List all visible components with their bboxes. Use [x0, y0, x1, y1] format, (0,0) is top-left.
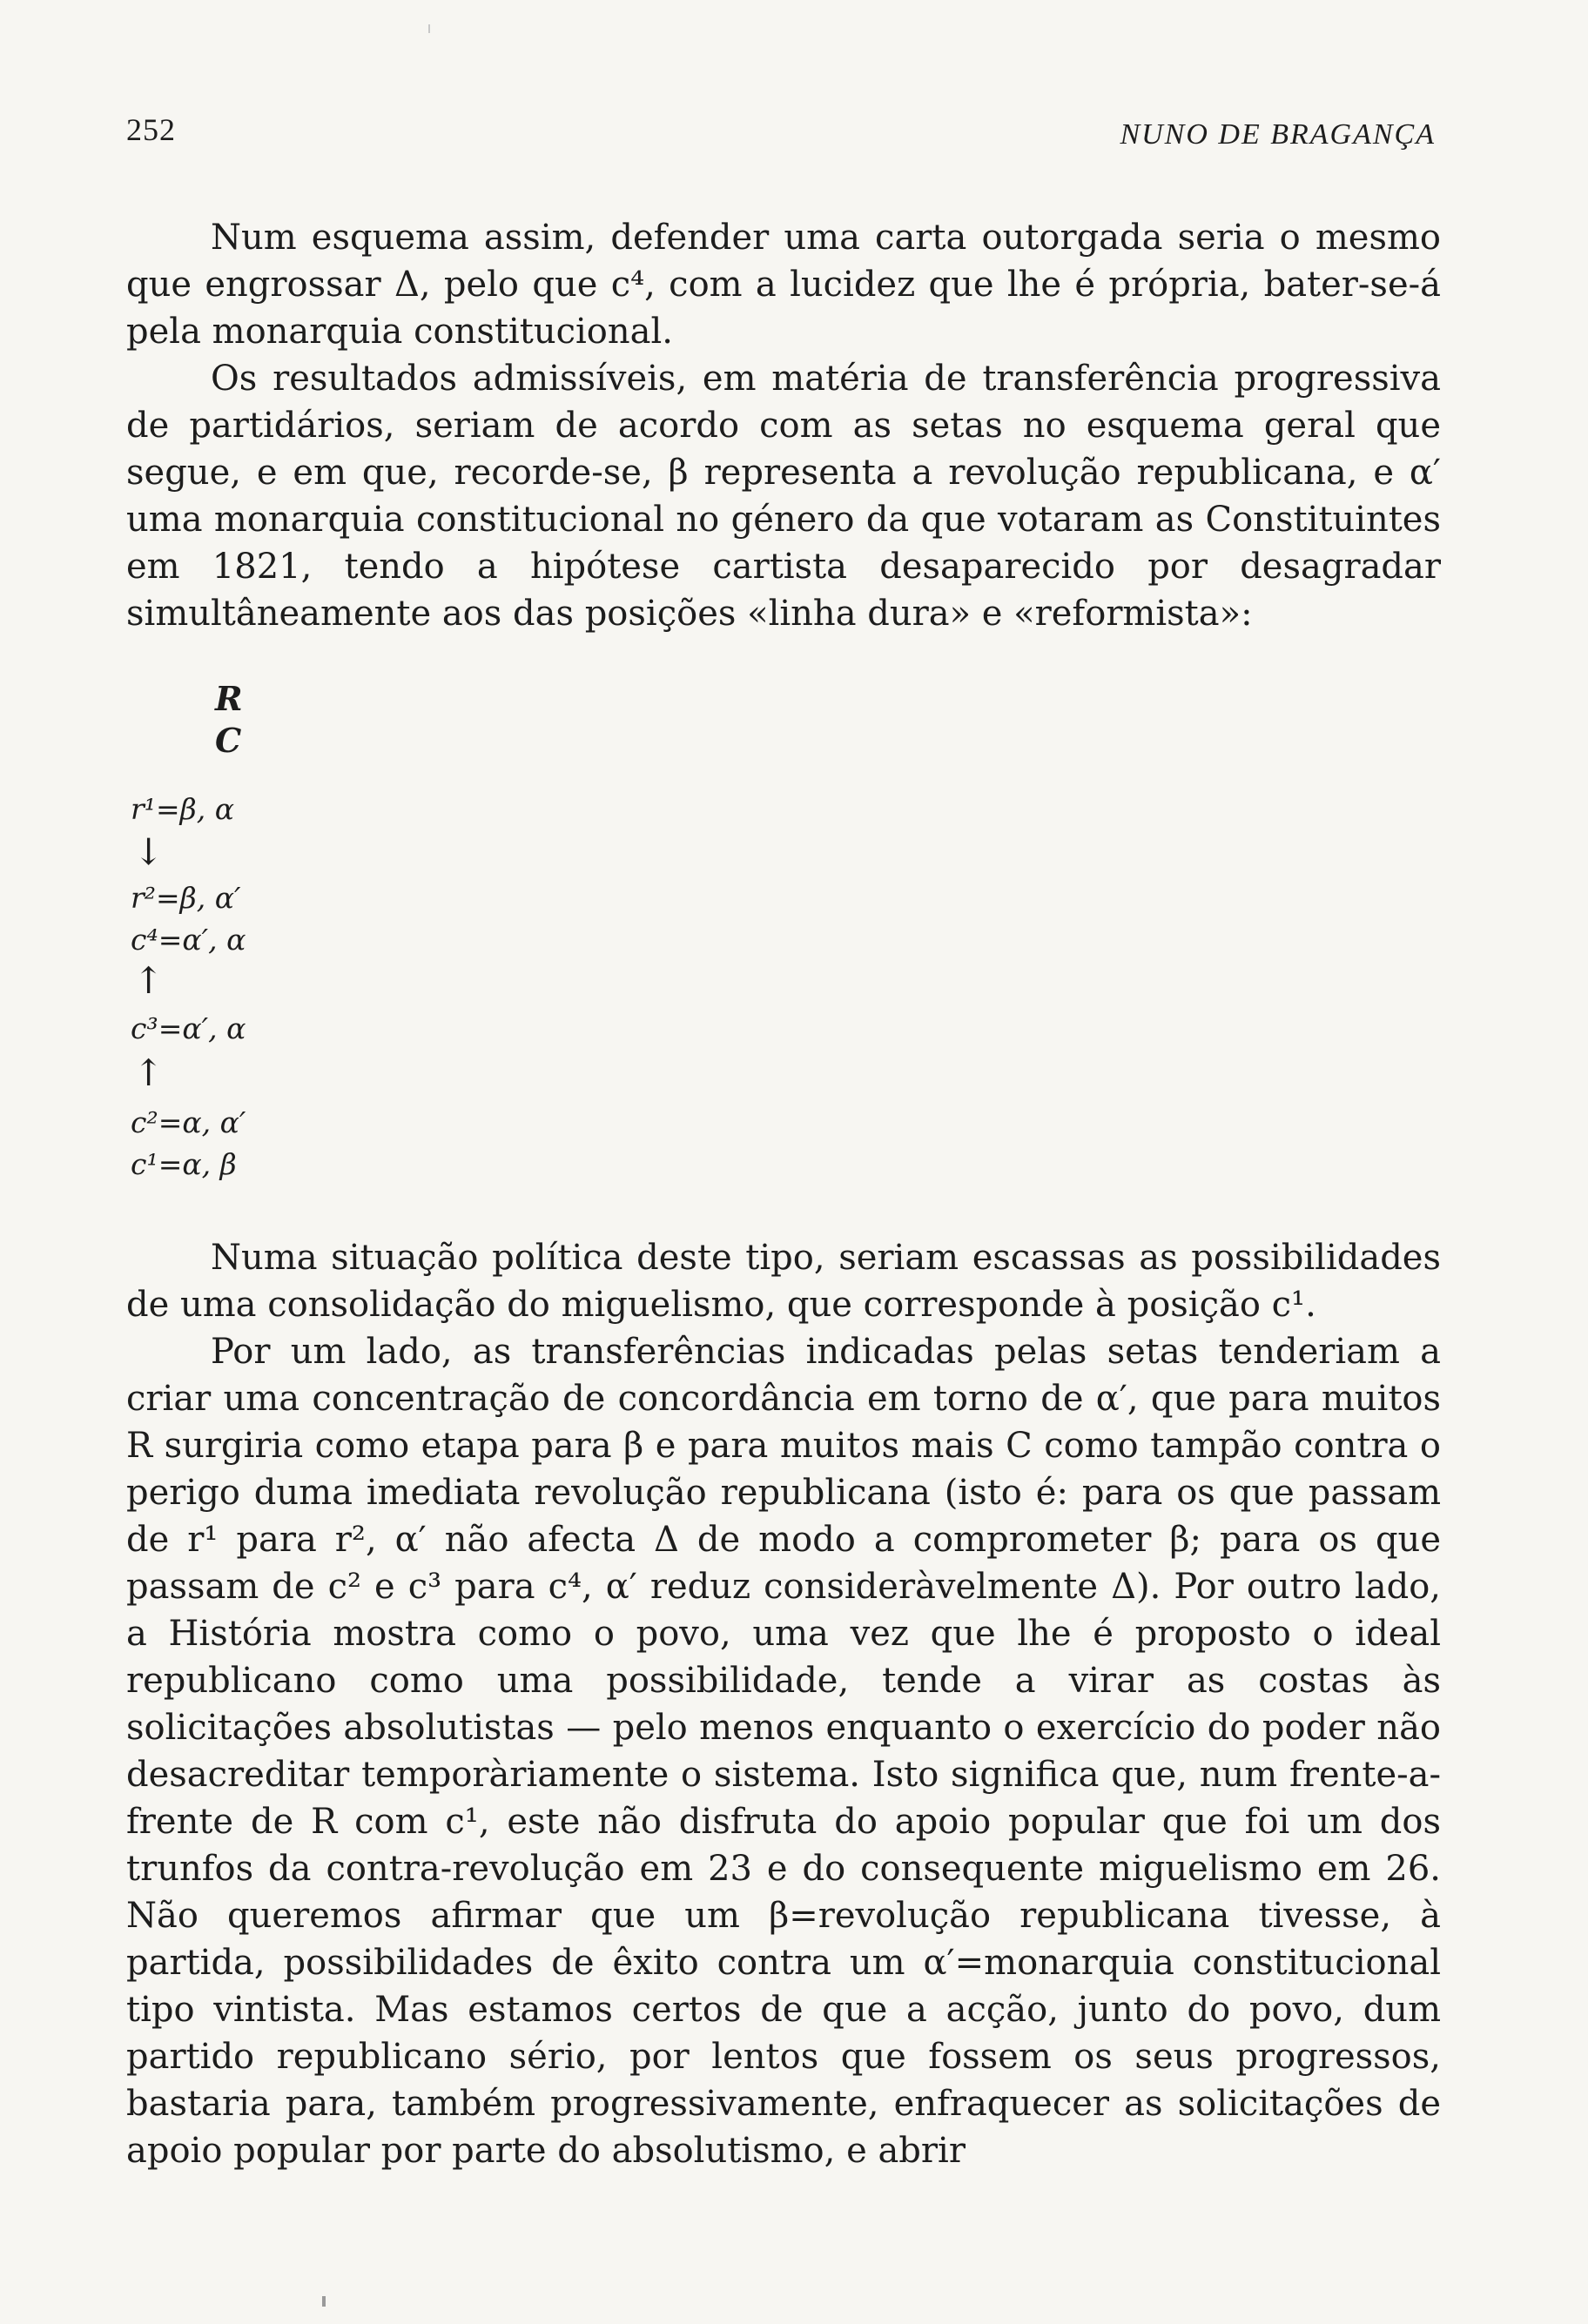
schema-label-r: R	[215, 679, 243, 718]
arrow-down-icon: ↓	[133, 830, 165, 873]
schema-row-c1: c¹=α, β	[131, 1147, 237, 1181]
paragraph: Numa situação política deste tipo, seriam escassas as possibilidades de uma consolidação do miguelismo, que corresponde à posição c¹.	[126, 1238, 1441, 1325]
paragraph: Por um lado, as transferências indicadas pelas setas tenderiam a criar uma concentração de concordância em torno de α′, que para muitos R surgiria como etapa para β e para muitos mais C como tampão contra o perigo duma imediata revolução republicana (isto é: para os que passam de r¹ para r², α′ não afecta Δ de modo a comprometer β; para os que passam de c² e c³ para c⁴, α′ reduz consideràvelmente Δ). Por outro lado, a História mostra como o povo, uma vez que lhe é proposto o ideal republicano como uma possibilidade, tende a virar as costas às solicitações absolutistas — pelo menos enquanto o exercício do poder não desacreditar temporàriamente o sistema. Isto significa que, num frente-a-frente de R com c¹, este não disfruta do apoio popular que foi um dos trunfos da contra-revolução em 23 e do consequente miguelismo em 26. Não queremos afirmar que um β=revolução republicana tivesse, à partida, possibilidades de êxito contra um α′=monarquia constitucional tipo vintista. Mas estamos certos de que a acção, junto do povo, dum partido republicano sério, por lentos que fossem os seus progressos, bastaria para, também progressivamente, enfraquecer as solicitações de apoio popular por parte do absolutismo, e abrir	[126, 1332, 1441, 2171]
arrow-up-icon: ↑	[133, 959, 165, 1002]
page-number: 252	[126, 112, 176, 147]
running-head-author: NUNO DE BRAGANÇA	[1120, 118, 1436, 151]
schema-row-r2: r²=β, α′	[131, 881, 241, 915]
paragraph: Os resultados admissíveis, em matéria de transferência progressiva de partidários, seriam de acordo com as setas no esquema geral que segue, e em que, recorde-se, β representa a revolução republicana, e α′ uma monarquia constitucional no género da que votaram as Constituintes em 1821, tendo a hipótese cartista desaparecido por desagradar simultâneamente aos das posições «linha dura» e «reformista»:	[126, 359, 1441, 634]
scan-mark	[428, 24, 430, 33]
body-text-bottom	[126, 1234, 1441, 2174]
paragraph: Num esquema assim, defender uma carta outorgada seria o mesmo que engrossar Δ, pelo que c⁴, com a lucidez que lhe é própria, bater-se-á pela monarquia constitucional.	[126, 218, 1441, 352]
schema-row-r1: r¹=β, α	[131, 792, 234, 826]
schema-label-c: C	[215, 721, 242, 760]
scan-mark	[322, 2296, 326, 2307]
schema-row-c2: c²=α, α′	[131, 1105, 246, 1139]
body-text-top	[126, 214, 1441, 637]
running-head	[126, 111, 1436, 164]
arrow-up-icon: ↑	[133, 1051, 165, 1094]
transfer-schema	[126, 679, 562, 1219]
schema-row-c4: c⁴=α′, α	[131, 923, 246, 957]
schema-row-c3: c³=α′, α	[131, 1011, 246, 1045]
